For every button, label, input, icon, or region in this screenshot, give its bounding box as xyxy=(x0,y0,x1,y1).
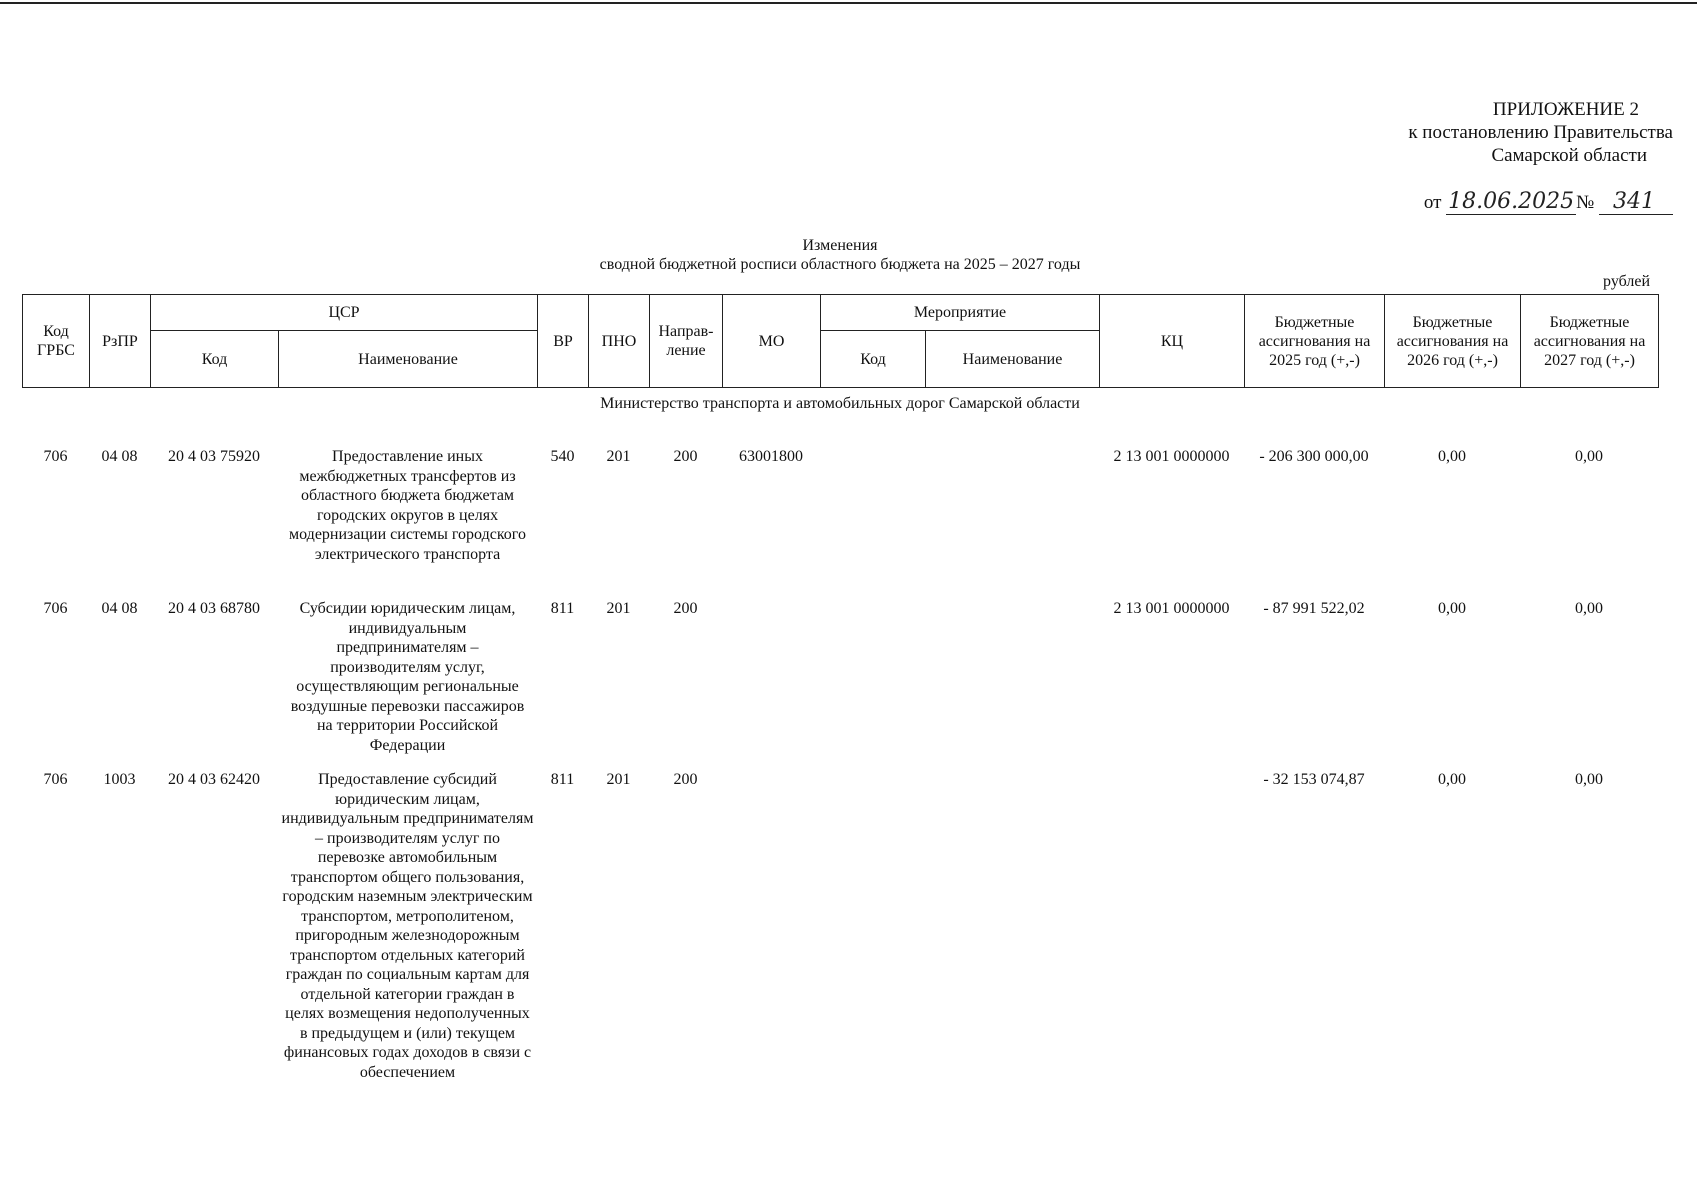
cell-2026: 0,00 xyxy=(1438,448,1466,465)
header-rzpr: РзПР xyxy=(90,295,151,388)
date-prefix: от xyxy=(1423,192,1442,213)
cell-grbs: 706 xyxy=(43,771,68,788)
header-mer-kod: Код xyxy=(821,331,926,388)
header-2025: Бюджетные ассигнования на 2025 год (+,-) xyxy=(1245,295,1385,388)
cell-2025: - 206 300 000,00 xyxy=(1259,448,1369,465)
cell-2025: - 32 153 074,87 xyxy=(1263,771,1365,788)
cell-csr: 20 4 03 75920 xyxy=(168,448,260,465)
header-napravlenie: Направ-ление xyxy=(650,295,723,388)
cell-rzpr: 04 08 xyxy=(101,600,138,617)
top-border-line xyxy=(0,2,1697,4)
cell-2026: 0,00 xyxy=(1438,771,1466,788)
cell-2027: 0,00 xyxy=(1575,600,1603,617)
table-header xyxy=(22,294,1659,388)
header-vr: ВР xyxy=(538,295,589,388)
cell-2027: 0,00 xyxy=(1575,771,1603,788)
decree-date: 18.06.2025 xyxy=(1448,189,1575,214)
header-csr: ЦСР xyxy=(151,295,538,331)
cell-2027: 0,00 xyxy=(1575,448,1603,465)
appendix-region-line: Самарской области xyxy=(1491,145,1647,166)
cell-napr: 200 xyxy=(673,771,698,788)
header-kod-grbs: Код ГРБС xyxy=(23,295,90,388)
cell-pno: 201 xyxy=(606,448,631,465)
header-mer-name: Наименование xyxy=(926,331,1100,388)
cell-rzpr: 1003 xyxy=(103,771,136,788)
cell-kc: 2 13 001 0000000 xyxy=(1113,600,1230,617)
cell-mo: 63001800 xyxy=(739,448,803,465)
cell-grbs: 706 xyxy=(43,448,68,465)
cell-vr: 811 xyxy=(550,771,575,788)
header-csr-kod: Код xyxy=(151,331,279,388)
appendix-decree-line: к постановлению Правительства xyxy=(1408,122,1673,143)
cell-pno: 201 xyxy=(606,771,631,788)
units-label: рублей xyxy=(1603,273,1650,290)
cell-pno: 201 xyxy=(606,600,631,617)
number-prefix: № xyxy=(1576,192,1595,213)
section-title: Министерство транспорта и автомобильных дорог Самарской области xyxy=(600,395,1080,412)
header-meropriyatie: Мероприятие xyxy=(821,295,1100,331)
header-mo: МО xyxy=(723,295,821,388)
appendix-date-line xyxy=(1253,190,1673,214)
header-pno: ПНО xyxy=(589,295,650,388)
cell-2025: - 87 991 522,02 xyxy=(1263,600,1365,617)
header-2027: Бюджетные ассигнования на 2027 год (+,-) xyxy=(1521,295,1659,388)
appendix-block xyxy=(1253,98,1673,214)
header-2026: Бюджетные ассигнования на 2026 год (+,-) xyxy=(1385,295,1521,388)
appendix-title: ПРИЛОЖЕНИЕ 2 xyxy=(1492,99,1639,120)
decree-number: 341 xyxy=(1599,189,1673,215)
cell-grbs: 706 xyxy=(43,600,68,617)
document-title: Изменения xyxy=(802,237,878,254)
cell-csr: 20 4 03 62420 xyxy=(168,771,260,788)
document-subtitle: сводной бюджетной росписи областного бюджета на 2025 – 2027 годы xyxy=(599,256,1081,273)
cell-name: Предоставление иных межбюджетных трансфертов из областного бюджета бюджетам городских округов в целях модернизации системы городского электрического транспорта xyxy=(289,448,526,563)
cell-vr: 540 xyxy=(550,448,575,465)
header-csr-name: Наименование xyxy=(279,331,538,388)
cell-vr: 811 xyxy=(550,600,575,617)
cell-2026: 0,00 xyxy=(1438,600,1466,617)
cell-csr: 20 4 03 68780 xyxy=(168,600,260,617)
cell-napr: 200 xyxy=(673,600,698,617)
header-kc: КЦ xyxy=(1100,295,1245,388)
cell-rzpr: 04 08 xyxy=(101,448,138,465)
cell-name: Предоставление субсидий юридическим лицам, индивидуальным предпринимателям – производителям услуг по перевозке автомобильным транспортом общего пользования, городским наземным электрическим транспортом, метрополитеном, пригородным железнодорожным транспортом отдельных категорий граждан по социальным картам для отдельной категории граждан в целях возмещения недополученных в предыдущем и (или) текущем финансовых годах доходов в связи с обеспечением xyxy=(281,771,534,1081)
cell-name: Субсидии юридическим лицам, индивидуальным предпринимателям – производителям услуг, осуществляющим региональные воздушные перевозки пассажиров на территории Российской Федерации xyxy=(290,600,525,754)
cell-napr: 200 xyxy=(673,448,698,465)
cell-kc: 2 13 001 0000000 xyxy=(1113,448,1230,465)
